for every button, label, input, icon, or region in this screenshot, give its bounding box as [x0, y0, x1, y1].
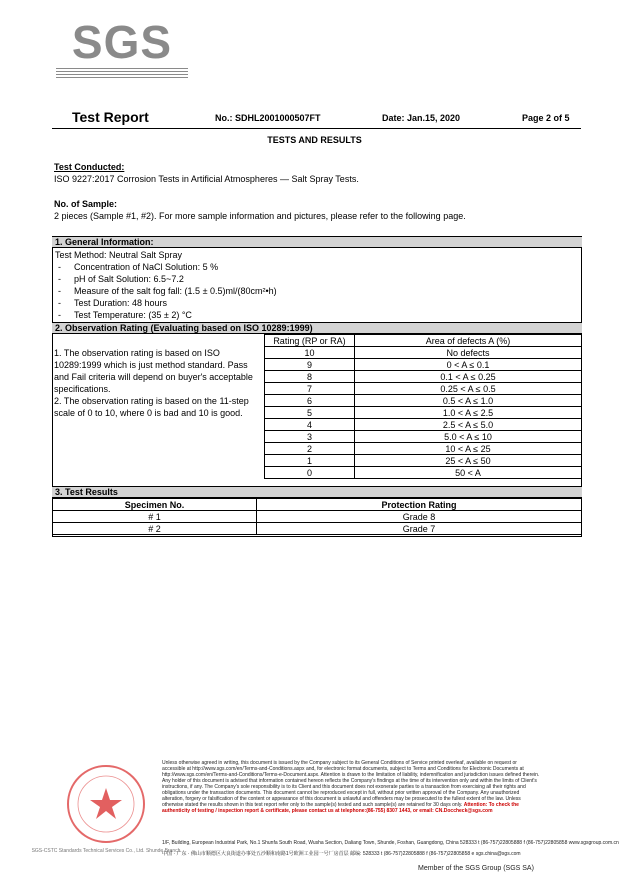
area-cell: No defects [355, 347, 582, 359]
bullet-dash: - [58, 310, 61, 320]
rating-cell: 3 [265, 431, 355, 443]
footer-disclaimer [162, 760, 540, 814]
specimen-cell: # 1 [53, 511, 257, 523]
table-row [265, 371, 582, 383]
address-cn: 中国 · 广东 · 佛山市顺德区大良街道办事处五沙顺和南路1号欧洲工业园一号厂房首层 邮编: 528333 t (86-757)22805888 f (86-757)22805858 e sgs.china@sgs.com [162, 851, 521, 857]
table-row [265, 359, 582, 371]
area-cell: 1.0 < A ≤ 2.5 [355, 407, 582, 419]
test-conducted-value: ISO 9227:2017 Corrosion Tests in Artificial Atmospheres — Salt Spray Tests. [54, 174, 359, 184]
table-row [265, 443, 582, 455]
rating-cell: 10 [265, 347, 355, 359]
area-cell: 0 < A ≤ 0.1 [355, 359, 582, 371]
rating-cell: 2 [265, 443, 355, 455]
rating-cell: 9 [265, 359, 355, 371]
page-number: Page 2 of 5 [522, 113, 570, 123]
bullet-dash: - [58, 298, 61, 308]
ph-item: pH of Salt Solution: 6.5~7.2 [74, 274, 184, 284]
address-en: 1/F, Building, European Industrial Park, No.1 Shunfa South Road, Wusha Section, Daliang Town, Shunde, Foshan, Guangdong, China 528333 t (86-757)22805888 f (86-757)22805858 www.sgsgroup.com.cn [162, 840, 619, 846]
observation-heading: 2. Observation Rating (Evaluating based on ISO 10289:1999) [52, 322, 582, 334]
test-conducted-label: Test Conducted: [54, 162, 125, 172]
bullet-dash: - [58, 286, 61, 296]
table-row [265, 419, 582, 431]
no-of-sample-value: 2 pieces (Sample #1, #2). For more sample information and pictures, please refer to the following page. [54, 211, 466, 221]
table-row [53, 511, 582, 523]
rating-cell: 1 [265, 455, 355, 467]
bullet-dash: - [58, 262, 61, 272]
disclaimer-text: Unless otherwise agreed in writing, this document is issued by the Company subject to its General Conditions of Service printed overleaf, available on request or accessible at http://www.sgs.com/en/Terms-and-Conditions.aspx and, for electronic format documents, subject to Terms and Conditions for Electronic Documents at http://www.sgs.com/en/Terms-and-Conditions/Terms-e-Document.aspx. Attention is drawn to the limitation of liability, indemnification and jurisdiction issues defined therein. Any holder of this document is advised that information contained hereon reflects the Company's findings at the time of its intervention only and within the limits of Client's instructions, if any. The Company's sole responsibility is to its Client and this document does not exonerate parties to a transaction from exercising all their rights and obligations under the transaction documents. This document cannot be reproduced except in full, without prior written approval of the Company. Any unauthorized alteration, forgery or falsification of the content or appearance of this document is unlawful and offenders may be prosecuted to the fullest extent of the law. Unless otherwise stated the results shown in this test report refer only to the sample(s) tested and such sample(s) are retained for 30 days only. [162, 760, 540, 808]
report-date: Date: Jan.15, 2020 [382, 113, 461, 123]
area-column-header: Area of defects A (%) [355, 335, 582, 347]
specimen-column-header: Specimen No. [53, 499, 257, 511]
protection-cell: Grade 8 [257, 511, 582, 523]
protection-column-header: Protection Rating [257, 499, 582, 511]
table-row [265, 467, 582, 479]
temperature-item: Test Temperature: (35 ± 2) °C [74, 310, 192, 320]
header-rule [52, 128, 581, 129]
area-cell: 50 < A [355, 467, 582, 479]
rating-cell: 0 [265, 467, 355, 479]
table-row [265, 455, 582, 467]
area-cell: 5.0 < A ≤ 10 [355, 431, 582, 443]
results-table [52, 498, 582, 535]
rating-table-header [265, 335, 582, 347]
test-results-heading: 3. Test Results [52, 486, 582, 498]
general-info-heading: 1. General Information: [52, 236, 582, 248]
table-row [265, 383, 582, 395]
logo-stripes [56, 68, 188, 80]
fog-fall-item: Measure of the salt fog fall: (1.5 ± 0.5)ml/(80cm²•h) [74, 286, 277, 296]
table-row [265, 407, 582, 419]
protection-cell: Grade 7 [257, 523, 582, 535]
rating-table [264, 334, 582, 479]
sgs-logo [56, 18, 188, 80]
area-cell: 2.5 < A ≤ 5.0 [355, 419, 582, 431]
member-text: Member of the SGS Group (SGS SA) [418, 865, 534, 872]
area-cell: 0.5 < A ≤ 1.0 [355, 395, 582, 407]
observation-notes [54, 347, 254, 419]
rating-cell: 4 [265, 419, 355, 431]
report-number: No.: SDHL2001000507FT [215, 113, 321, 123]
bullet-dash: - [58, 274, 61, 284]
table-row [265, 431, 582, 443]
no-of-sample-label: No. of Sample: [54, 199, 118, 209]
area-cell: 10 < A ≤ 25 [355, 443, 582, 455]
seal-caption: SGS-CSTC Standards Technical Services Co., Ltd. Shunde Branch [31, 848, 181, 854]
section-title: TESTS AND RESULTS [267, 135, 362, 145]
area-cell: 0.1 < A ≤ 0.25 [355, 371, 582, 383]
rating-cell: 6 [265, 395, 355, 407]
logo-text: SGS [71, 16, 173, 68]
rating-cell: 7 [265, 383, 355, 395]
results-table-header [53, 499, 582, 511]
attention-text: Attention: To check the authenticity of testing / inspection report & certificate, please contact us at telephone:(86-755) 8307 1443, or email: CN.Doccheck@sgs.com [162, 802, 519, 814]
table-row [265, 347, 582, 359]
observation-note-1: 1. The observation rating is based on ISO 10289:1999 which is just method standard. Pass and Fail criteria will depend on buyer's acceptable specifications. [54, 348, 253, 394]
concentration-item: Concentration of NaCl Solution: 5 % [74, 262, 219, 272]
rating-cell: 8 [265, 371, 355, 383]
rating-column-header: Rating (RP or RA) [265, 335, 355, 347]
area-cell: 0.25 < A ≤ 0.5 [355, 383, 582, 395]
specimen-cell: # 2 [53, 523, 257, 535]
table-row [265, 395, 582, 407]
report-title: Test Report [72, 109, 149, 125]
duration-item: Test Duration: 48 hours [74, 298, 168, 308]
observation-note-2: 2. The observation rating is based on the 11-step scale of 0 to 10, where 0 is bad and 10 is good. [54, 396, 249, 418]
rating-cell: 5 [265, 407, 355, 419]
table-row [53, 523, 582, 535]
company-seal [31, 760, 181, 860]
test-method: Test Method: Neutral Salt Spray [55, 250, 183, 260]
area-cell: 25 < A ≤ 50 [355, 455, 582, 467]
